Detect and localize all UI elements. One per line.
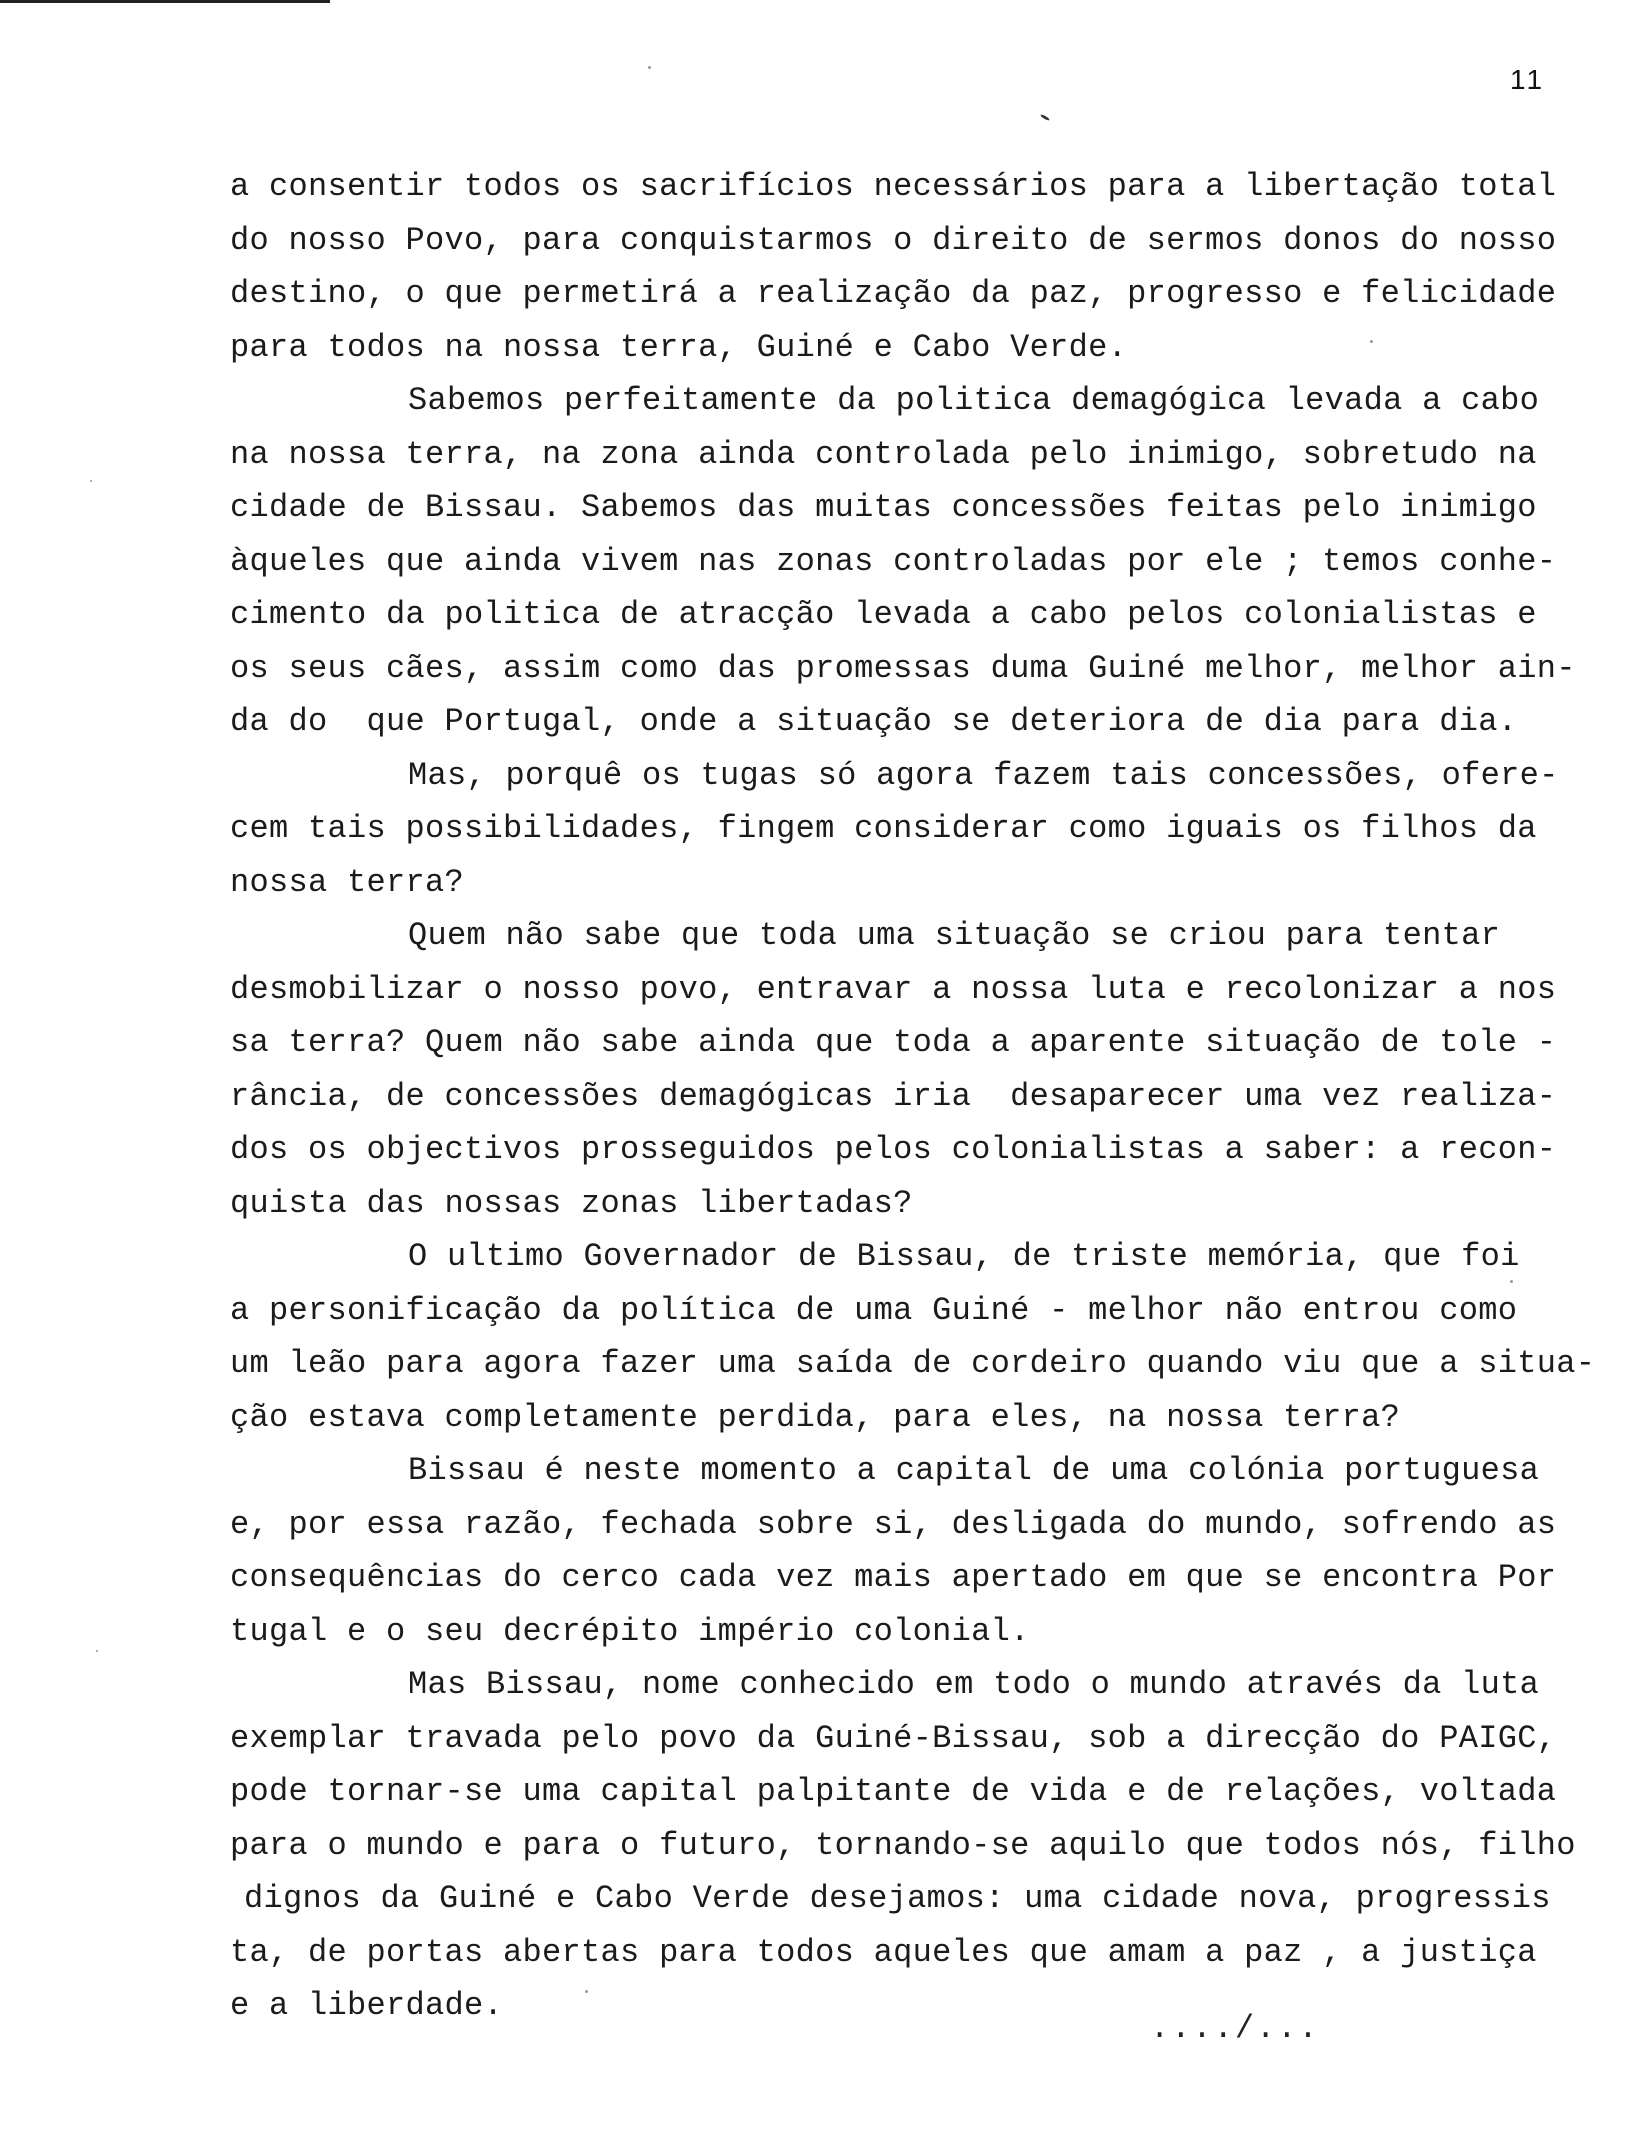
text-line: rância, de concessões demagógicas iria desaparecer uma vez realiza- [230, 1077, 1557, 1115]
text-line: cimento da politica de atracção levada a cabo pelos colonialistas e [230, 596, 1537, 633]
text-line: pode tornar-se uma capital palpitante de vida e de relações, voltada [230, 1773, 1557, 1810]
text-line: quista das nossas zonas libertadas? [230, 1184, 913, 1222]
text-line: Bissau é neste momento a capital de uma colónia portuguesa [408, 1452, 1540, 1489]
text-line: exemplar travada pelo povo da Guiné-Bissau, sob a direcção do PAIGC, [230, 1719, 1557, 1757]
text-line: Mas Bissau, nome conhecido em todo o mundo através da luta [408, 1666, 1540, 1703]
text-line: cidade de Bissau. Sabemos das muitas concessões feitas pelo inimigo [230, 489, 1537, 526]
scan-speck [1510, 1280, 1513, 1283]
text-line: tugal e o seu decrépito império colonial. [230, 1612, 1030, 1650]
typed-body-text [230, 160, 1596, 2033]
scan-speck [585, 1990, 588, 1993]
text-line: dignos da Guiné e Cabo Verde desejamos: uma cidade nova, progressis [244, 1880, 1551, 1917]
scan-speck [1040, 114, 1050, 122]
text-line: destino, o que permetirá a realização da paz, progresso e felicidade [230, 275, 1557, 312]
text-line: e, por essa razão, fechada sobre si, desligada do mundo, sofrendo as [230, 1505, 1557, 1543]
text-line: nossa terra? [230, 863, 465, 901]
text-line: Quem não sabe que toda uma situação se criou para tentar [408, 917, 1501, 954]
text-line: sa terra? Quem não sabe ainda que toda a aparente situação de tole - [230, 1024, 1557, 1061]
scan-speck [648, 66, 651, 69]
text-line: um leão para agora fazer uma saída de cordeiro quando viu que a situa- [230, 1345, 1596, 1382]
top-edge-rule [0, 0, 330, 3]
text-line: O ultimo Governador de Bissau, de triste memória, que foi [408, 1238, 1520, 1275]
scan-speck [96, 1650, 98, 1652]
text-line: para o mundo e para o futuro, tornando-se aquilo que todos nós, filho [230, 1826, 1576, 1864]
text-line: ta, de portas abertas para todos aqueles que amam a paz , a justiça [230, 1933, 1537, 1971]
text-line: e a liberdade. [230, 1987, 504, 2024]
text-line: a consentir todos os sacrifícios necessários para a libertação total [230, 168, 1557, 205]
scan-speck [1370, 340, 1373, 343]
text-line: àqueles que ainda vivem nas zonas controladas por ele ; temos conhe- [230, 542, 1557, 580]
text-line: desmobilizar o nosso povo, entravar a nossa luta e recolonizar a nos [230, 970, 1557, 1008]
text-line: ção estava completamente perdida, para eles, na nossa terra? [230, 1398, 1401, 1436]
text-line: do nosso Povo, para conquistarmos o direito de sermos donos do nosso [230, 221, 1557, 259]
page-number: 11 [1510, 64, 1546, 95]
text-line: consequências do cerco cada vez mais apertado em que se encontra Por [230, 1559, 1557, 1596]
text-line: para todos na nossa terra, Guiné e Cabo Verde. [230, 328, 1128, 366]
text-line: da do que Portugal, onde a situação se deteriora de dia para dia. [230, 703, 1518, 740]
scan-speck [90, 480, 92, 482]
text-line: os seus cães, assim como das promessas duma Guiné melhor, melhor ain- [230, 649, 1576, 687]
continuation-mark: ..../... [1150, 2010, 1320, 2047]
text-line: Sabemos perfeitamente da politica demagógica levada a cabo [408, 382, 1540, 419]
text-line: na nossa terra, na zona ainda controlada pelo inimigo, sobretudo na [230, 435, 1537, 473]
text-line: dos os objectivos prosseguidos pelos colonialistas a saber: a recon- [230, 1131, 1557, 1168]
text-line: a personificação da política de uma Guiné - melhor não entrou como [230, 1291, 1518, 1329]
text-line: cem tais possibilidades, fingem considerar como iguais os filhos da [230, 810, 1537, 847]
text-line: Mas, porquê os tugas só agora fazem tais concessões, ofere- [408, 756, 1559, 794]
